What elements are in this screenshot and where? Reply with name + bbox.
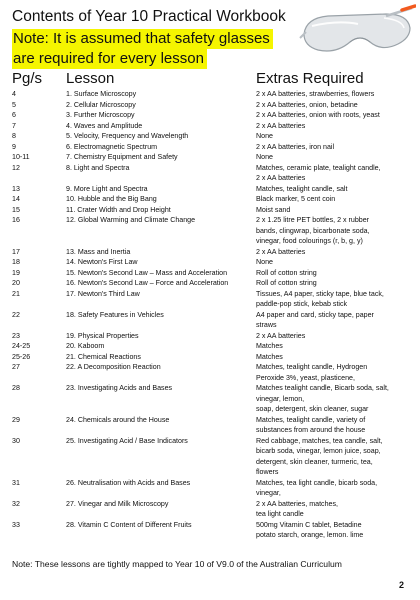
lesson-row bbox=[0, 257, 420, 268]
extras-line: bands, clingwrap, bicarbonate soda, bbox=[256, 226, 370, 235]
lesson-extras bbox=[256, 289, 414, 310]
lesson-title: 7. Chemistry Equipment and Safety bbox=[66, 153, 178, 161]
lesson-list bbox=[0, 89, 420, 541]
lesson-extras bbox=[256, 383, 414, 415]
lesson-extras bbox=[256, 499, 414, 520]
extras-line: Tissues, A4 paper, sticky tape, blue tack, bbox=[256, 289, 384, 298]
lesson-row bbox=[0, 362, 420, 383]
extras-line: potato starch, orange, lemon. lime bbox=[256, 531, 364, 539]
extras-line: tea light candle bbox=[256, 510, 304, 518]
lesson-title: 2. Cellular Microscopy bbox=[66, 100, 136, 109]
extras-line: Peroxide 3%, yeast, plasticene, bbox=[256, 373, 355, 382]
lesson-title: 6. Electromagnetic Spectrum bbox=[66, 142, 158, 151]
lesson-extras bbox=[256, 310, 414, 331]
lesson-pages: 14 bbox=[12, 195, 20, 203]
lesson-title: 14. Newton's First Law bbox=[66, 258, 138, 266]
extras-line: detergent, skin cleaner, turmeric, tea, bbox=[256, 457, 373, 466]
lesson-row bbox=[0, 110, 420, 121]
extras-line: straws bbox=[256, 321, 277, 329]
lesson-extras bbox=[256, 520, 414, 541]
extras-line: Matches, tealight candle, Hydrogen bbox=[256, 363, 368, 371]
lesson-pages: 29 bbox=[12, 415, 20, 424]
lesson-row bbox=[0, 383, 420, 415]
lesson-row bbox=[0, 352, 420, 363]
lesson-pages: 28 bbox=[12, 384, 20, 392]
lesson-row bbox=[0, 247, 420, 258]
lesson-pages: 15 bbox=[12, 205, 20, 214]
lesson-row bbox=[0, 89, 420, 100]
lesson-pages: 33 bbox=[12, 520, 20, 529]
lesson-row bbox=[0, 331, 420, 342]
page-title: Contents of Year 10 Practical Workbook bbox=[12, 8, 286, 25]
extras-line: Matches, tealight candle, salt bbox=[256, 184, 348, 193]
lesson-extras bbox=[256, 415, 414, 436]
lesson-row bbox=[0, 341, 420, 352]
lesson-pages: 16 bbox=[12, 216, 20, 224]
lesson-pages: 27 bbox=[12, 363, 20, 371]
lesson-extras bbox=[256, 478, 414, 499]
safety-note-line-1: Note: It is assumed that safety glasses bbox=[12, 29, 273, 49]
lesson-title: 25. Investigating Acid / Base Indicators bbox=[66, 436, 188, 445]
lesson-extras bbox=[256, 131, 414, 142]
lesson-row bbox=[0, 499, 420, 520]
extras-line: 2 x AA batteries bbox=[256, 121, 306, 130]
extras-line: 2 x AA batteries bbox=[256, 247, 306, 256]
extras-line: 2 x AA batteries bbox=[256, 174, 306, 182]
extras-line: Matches, tealight candle, variety of bbox=[256, 415, 366, 424]
extras-line: Black marker, 5 cent coin bbox=[256, 195, 336, 203]
lesson-row bbox=[0, 152, 420, 163]
lesson-pages: 17 bbox=[12, 247, 20, 256]
lesson-title: 20. Kaboom bbox=[66, 342, 105, 350]
lesson-extras bbox=[256, 341, 414, 352]
lesson-extras bbox=[256, 89, 414, 100]
lesson-title: 23. Investigating Acids and Bases bbox=[66, 384, 173, 392]
lesson-title: 4. Waves and Amplitude bbox=[66, 121, 143, 130]
lesson-title: 19. Physical Properties bbox=[66, 331, 139, 340]
lesson-pages: 19 bbox=[12, 268, 20, 277]
lesson-title: 21. Chemical Reactions bbox=[66, 352, 141, 361]
lesson-row bbox=[0, 205, 420, 216]
extras-line: 2 x AA batteries, onion, betadine bbox=[256, 100, 358, 109]
lesson-extras bbox=[256, 257, 414, 268]
extras-line: Moist sand bbox=[256, 205, 291, 214]
page-number: 2 bbox=[398, 580, 404, 590]
extras-line: Red cabbage, matches, tea candle, salt, bbox=[256, 436, 383, 445]
lesson-row bbox=[0, 478, 420, 499]
extras-line: Matches, tea light candle, bicarb soda, bbox=[256, 478, 378, 487]
lesson-pages: 21 bbox=[12, 289, 20, 298]
extras-line: A4 paper and card, sticky tape, paper bbox=[256, 310, 374, 319]
lesson-pages: 5 bbox=[12, 100, 16, 109]
lesson-title: 11. Crater Width and Drop Height bbox=[66, 205, 171, 214]
lesson-extras bbox=[256, 163, 414, 184]
lesson-extras bbox=[256, 152, 414, 163]
lesson-extras bbox=[256, 268, 414, 279]
lesson-pages: 30 bbox=[12, 436, 20, 445]
lesson-pages: 8 bbox=[12, 132, 16, 140]
extras-line: flowers bbox=[256, 468, 279, 476]
lesson-pages: 7 bbox=[12, 121, 16, 130]
lesson-title: 16. Newton's Second Law – Force and Acceleration bbox=[66, 279, 229, 287]
lesson-pages: 32 bbox=[12, 499, 20, 508]
lesson-title: 3. Further Microscopy bbox=[66, 111, 135, 119]
lesson-title: 27. Vinegar and Milk Microscopy bbox=[66, 499, 169, 508]
lesson-title: 13. Mass and Inertia bbox=[66, 247, 131, 256]
lesson-row bbox=[0, 194, 420, 205]
extras-line: paddle-pop stick, kebab stick bbox=[256, 300, 348, 308]
extras-line: soap, detergent, skin cleaner, sugar bbox=[256, 405, 369, 413]
lesson-pages: 31 bbox=[12, 478, 20, 487]
lesson-row bbox=[0, 268, 420, 279]
extras-line: Matches, ceramic plate, tealight candle, bbox=[256, 163, 381, 172]
lesson-title: 12. Global Warming and Climate Change bbox=[66, 216, 196, 224]
extras-line: 2 x 1.25 litre PET bottles, 2 x rubber bbox=[256, 216, 370, 224]
lesson-title: 10. Hubble and the Big Bang bbox=[66, 195, 157, 203]
extras-line: vinegar, bbox=[256, 489, 281, 497]
safety-note-line-2: are required for every lesson bbox=[12, 49, 207, 69]
lesson-extras bbox=[256, 352, 414, 363]
lesson-extras bbox=[256, 215, 414, 247]
extras-line: 2 x AA batteries, iron nail bbox=[256, 142, 335, 151]
lesson-extras bbox=[256, 205, 414, 216]
extras-line: None bbox=[256, 153, 273, 161]
lesson-title: 28. Vitamin C Content of Different Fruits bbox=[66, 520, 192, 529]
lesson-pages: 12 bbox=[12, 163, 20, 172]
lesson-pages: 6 bbox=[12, 111, 16, 119]
lesson-row bbox=[0, 520, 420, 541]
lesson-extras bbox=[256, 436, 414, 478]
lesson-row bbox=[0, 310, 420, 331]
extras-line: Roll of cotton string bbox=[256, 268, 317, 277]
extras-line: 500mg Vitamin C tablet, Betadine bbox=[256, 520, 362, 529]
lesson-row bbox=[0, 163, 420, 184]
lesson-row bbox=[0, 131, 420, 142]
lesson-row bbox=[0, 436, 420, 478]
lesson-row bbox=[0, 289, 420, 310]
extras-line: vinegar, food colourings (r, b, g, y) bbox=[256, 237, 363, 245]
lesson-row bbox=[0, 215, 420, 247]
lesson-pages: 18 bbox=[12, 258, 20, 266]
lesson-extras bbox=[256, 121, 414, 132]
lesson-title: 1. Surface Microscopy bbox=[66, 90, 137, 98]
lesson-title: 24. Chemicals around the House bbox=[66, 415, 170, 424]
lesson-extras bbox=[256, 247, 414, 258]
extras-line: Matches bbox=[256, 352, 283, 361]
safety-glasses-icon bbox=[298, 4, 416, 72]
lesson-extras bbox=[256, 331, 414, 342]
lesson-row bbox=[0, 100, 420, 111]
extras-line: substances from around the house bbox=[256, 426, 366, 434]
lesson-title: 22. A Decomposition Reaction bbox=[66, 363, 161, 371]
lesson-extras bbox=[256, 100, 414, 111]
lesson-extras bbox=[256, 110, 414, 121]
lesson-title: 26. Neutralisation with Acids and Bases bbox=[66, 478, 191, 487]
column-header-extras: Extras Required bbox=[256, 70, 364, 87]
lesson-title: 18. Safety Features in Vehicles bbox=[66, 310, 164, 319]
extras-line: 2 x AA batteries, matches, bbox=[256, 499, 339, 508]
extras-line: None bbox=[256, 132, 273, 140]
curriculum-note: Note: These lessons are tightly mapped to Year 10 of V9.0 of the Australian Curriculum bbox=[12, 559, 342, 569]
lesson-extras bbox=[256, 184, 414, 195]
lesson-pages: 25-26 bbox=[12, 352, 31, 361]
lesson-extras bbox=[256, 194, 414, 205]
lesson-pages: 24-25 bbox=[12, 342, 31, 350]
extras-line: 2 x AA batteries bbox=[256, 331, 306, 340]
lesson-extras bbox=[256, 362, 414, 383]
column-header-lesson: Lesson bbox=[66, 70, 115, 87]
lesson-title: 17. Newton's Third Law bbox=[66, 289, 140, 298]
extras-line: None bbox=[256, 258, 273, 266]
extras-line: Roll of cotton string bbox=[256, 279, 317, 287]
lesson-pages: 13 bbox=[12, 184, 20, 193]
extras-line: 2 x AA batteries, onion with roots, yeast bbox=[256, 111, 380, 119]
extras-line: Matches bbox=[256, 342, 283, 350]
lesson-row bbox=[0, 142, 420, 153]
lesson-row bbox=[0, 415, 420, 436]
lesson-pages: 23 bbox=[12, 331, 20, 340]
extras-line: vinegar, lemon, bbox=[256, 394, 305, 403]
lesson-row bbox=[0, 121, 420, 132]
extras-line: bicarb soda, vinegar, lemon juice, soap, bbox=[256, 447, 381, 455]
extras-line: Matches tealight candle, Bicarb soda, salt, bbox=[256, 384, 389, 392]
lesson-pages: 10-11 bbox=[12, 153, 30, 161]
lesson-title: 8. Light and Spectra bbox=[66, 163, 130, 172]
lesson-pages: 22 bbox=[12, 310, 20, 319]
lesson-row bbox=[0, 278, 420, 289]
lesson-title: 15. Newton's Second Law – Mass and Acceleration bbox=[66, 268, 228, 277]
lesson-row bbox=[0, 184, 420, 195]
lesson-pages: 20 bbox=[12, 279, 20, 287]
lesson-extras bbox=[256, 142, 414, 153]
extras-line: 2 x AA batteries, strawberries, flowers bbox=[256, 90, 375, 98]
lesson-pages: 4 bbox=[12, 90, 16, 98]
lesson-extras bbox=[256, 278, 414, 289]
lesson-title: 9. More Light and Spectra bbox=[66, 184, 148, 193]
column-header-pages: Pg/s bbox=[12, 70, 43, 87]
lesson-title: 5. Velocity, Frequency and Wavelength bbox=[66, 132, 189, 140]
lesson-pages: 9 bbox=[12, 142, 16, 151]
